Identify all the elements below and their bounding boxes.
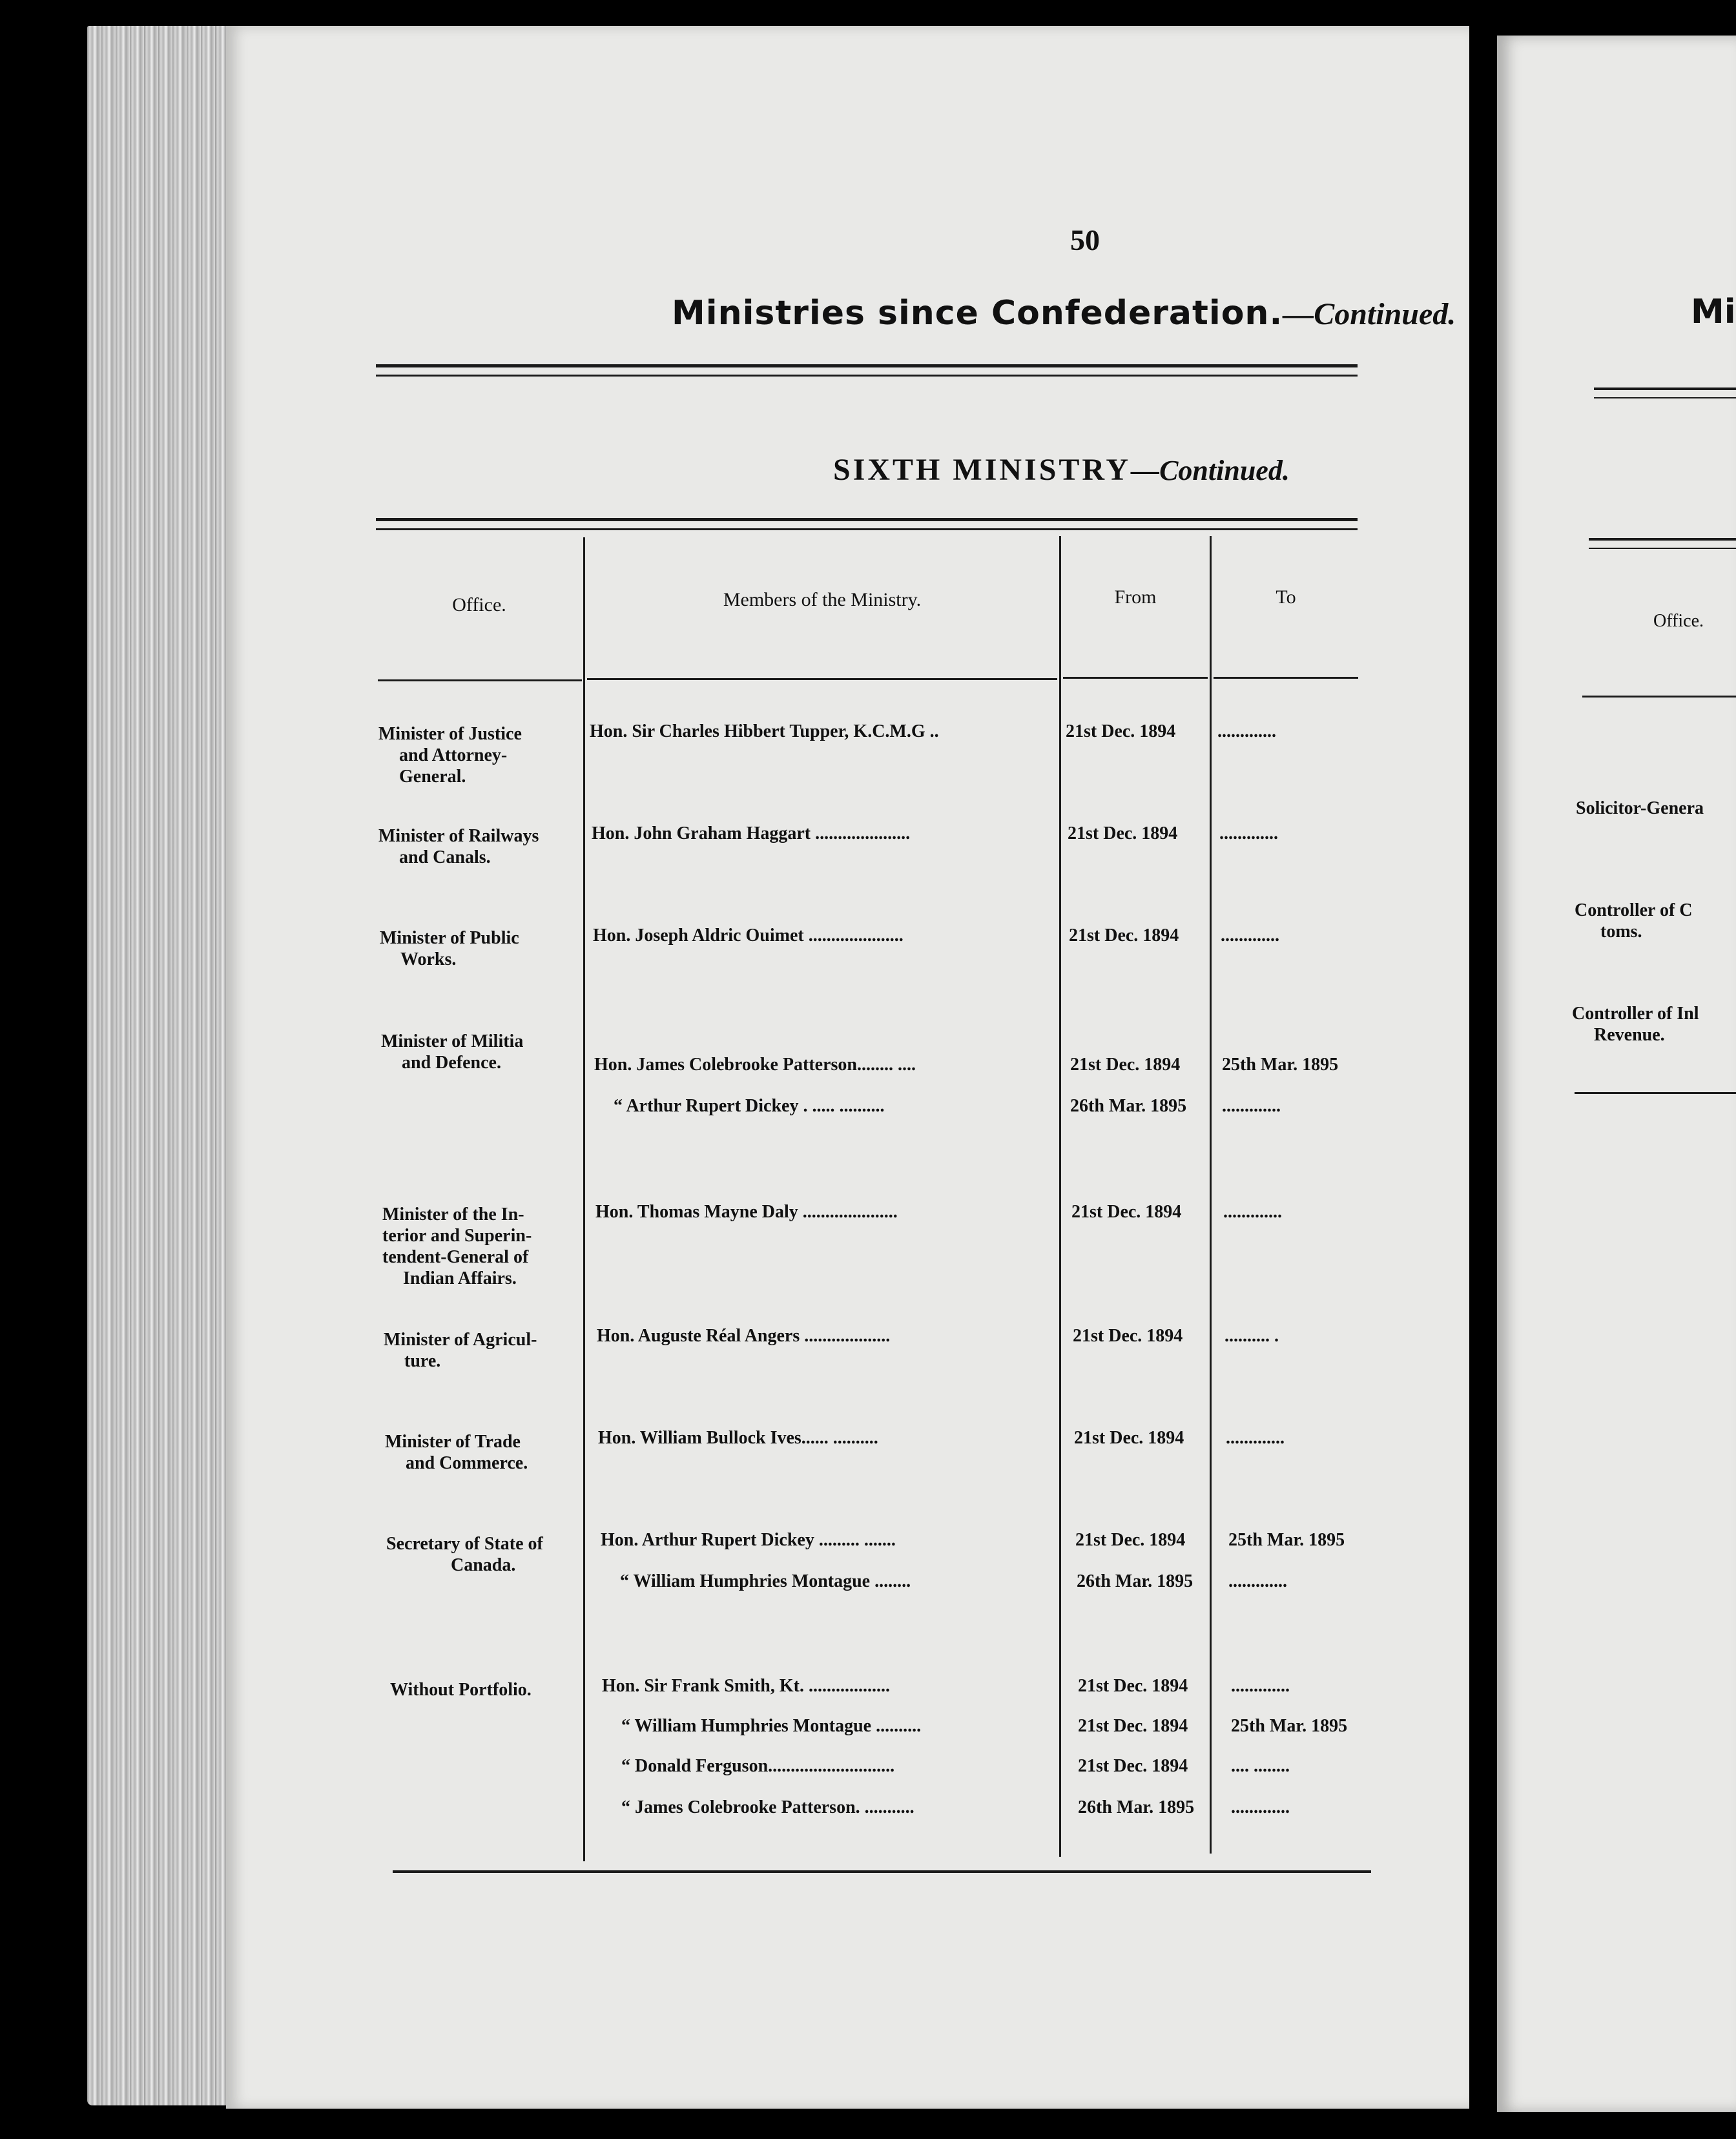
to-date: ............. (1219, 823, 1278, 843)
office-line: General. (399, 767, 466, 787)
office-militia (381, 1031, 594, 1073)
from-date: 21st Dec. 1894 (1073, 1326, 1183, 1346)
member-name: Hon. Sir Frank Smith, Kt. .................. (602, 1676, 890, 1696)
from-date: 21st Dec. 1894 (1068, 823, 1178, 843)
office-line: and Commerce. (406, 1453, 528, 1473)
office-line: Works. (400, 949, 457, 969)
office-line: terior and Superin- (382, 1226, 532, 1246)
facing-header-office: Office. (1653, 611, 1704, 631)
member-name: Hon. Joseph Aldric Ouimet ..................... (593, 925, 904, 946)
header-underline-office (378, 679, 582, 681)
page-number: 50 (1070, 223, 1100, 256)
to-date: .... ........ (1231, 1756, 1290, 1776)
office-line: Minister of Trade (385, 1432, 521, 1452)
office-line: Indian Affairs. (403, 1268, 517, 1288)
office-secretary-of-state (386, 1533, 599, 1576)
page-edges (87, 26, 232, 2105)
table-rule-top-2 (376, 528, 1358, 530)
facing-rule (1594, 397, 1736, 398)
facing-page-title: Mi (1691, 293, 1736, 331)
page-title (672, 294, 1518, 333)
office-justice (378, 723, 592, 787)
office-line: and Canals. (399, 847, 491, 867)
office-interior (382, 1204, 595, 1289)
facing-office (1572, 1003, 1699, 1046)
from-date: 21st Dec. 1894 (1078, 1756, 1188, 1776)
office-line: toms. (1600, 922, 1642, 942)
member-name: Hon. James Colebrooke Patterson........ .... (594, 1055, 916, 1075)
facing-rule (1589, 548, 1736, 549)
office-line: and Defence. (402, 1053, 501, 1073)
header-office: Office. (452, 594, 506, 615)
to-date: ............. (1221, 925, 1279, 946)
title-rule-bottom (376, 375, 1358, 377)
from-date: 26th Mar. 1895 (1078, 1797, 1195, 1817)
facing-rule-bottom (1575, 1092, 1736, 1094)
header-underline-to (1214, 677, 1358, 679)
to-date: 25th Mar. 1895 (1231, 1716, 1348, 1736)
office-line: Without Portfolio. (390, 1680, 532, 1700)
from-date: 21st Dec. 1894 (1071, 1202, 1182, 1222)
office-line: and Attorney- (399, 745, 508, 765)
from-date: 21st Dec. 1894 (1078, 1676, 1188, 1696)
from-date: 21st Dec. 1894 (1074, 1428, 1184, 1448)
office-line: Minister of Agricul- (384, 1330, 537, 1350)
member-name: “ William Humphries Montague ........ (620, 1571, 911, 1591)
header-to: To (1276, 586, 1296, 608)
from-date: 21st Dec. 1894 (1066, 721, 1176, 741)
office-line: tendent-General of (382, 1247, 529, 1267)
to-date: 25th Mar. 1895 (1222, 1055, 1339, 1075)
page-title-text: Ministries since Confederation. (672, 294, 1283, 333)
office-public-works (380, 927, 593, 970)
member-name: “ James Colebrooke Patterson. ........... (621, 1797, 914, 1817)
to-date: ............. (1228, 1571, 1287, 1591)
member-name: “ Donald Ferguson............................ (621, 1756, 895, 1776)
to-date: ............. (1222, 1096, 1281, 1116)
to-date: .......... . (1224, 1326, 1279, 1346)
office-line: Revenue. (1594, 1025, 1665, 1045)
office-line: Controller of C (1575, 900, 1693, 920)
facing-rule (1594, 388, 1736, 390)
ministry-title-text: SIXTH MINISTRY (833, 453, 1132, 487)
page-title-continued: —Continued. (1283, 297, 1456, 331)
office-line: Minister of Justice (378, 724, 522, 744)
facing-rule (1589, 538, 1736, 541)
office-line: Minister of Militia (381, 1031, 524, 1051)
ministry-title-continued: —Continued. (1131, 455, 1290, 486)
to-date: ............. (1217, 721, 1276, 741)
office-line: Canada. (451, 1555, 516, 1575)
from-date: 21st Dec. 1894 (1078, 1716, 1188, 1736)
member-name: Hon. Thomas Mayne Daly ..................... (595, 1202, 898, 1222)
to-date: ............. (1231, 1797, 1290, 1817)
member-name: “ William Humphries Montague .......... (621, 1716, 922, 1736)
member-name: Hon. Auguste Réal Angers ................... (597, 1326, 891, 1346)
to-date: ............. (1231, 1676, 1290, 1696)
office-line: Solicitor-Genera (1576, 798, 1704, 818)
header-underline-members (587, 678, 1057, 680)
from-date: 26th Mar. 1895 (1070, 1096, 1187, 1116)
from-date: 21st Dec. 1894 (1070, 1055, 1181, 1075)
header-from: From (1114, 586, 1157, 608)
to-date: 25th Mar. 1895 (1228, 1530, 1345, 1550)
member-name: “ Arthur Rupert Dickey . ..... .......... (614, 1096, 885, 1116)
header-members: Members of the Ministry. (723, 589, 922, 610)
from-date: 26th Mar. 1895 (1077, 1571, 1194, 1591)
title-rule-top (376, 364, 1358, 367)
office-without-portfolio (390, 1679, 603, 1700)
facing-office (1576, 798, 1704, 819)
table-rule-bottom (393, 1870, 1371, 1873)
to-date: ............. (1223, 1202, 1282, 1222)
member-name: Hon. Arthur Rupert Dickey ......... ....... (601, 1530, 896, 1550)
office-agriculture (384, 1329, 597, 1372)
right-page (1497, 36, 1736, 2112)
header-underline-from (1063, 677, 1208, 679)
office-line: ture. (404, 1351, 441, 1371)
office-line: Controller of Inl (1572, 1004, 1699, 1024)
member-name: Hon. William Bullock Ives...... .......... (598, 1428, 878, 1448)
from-date: 21st Dec. 1894 (1069, 925, 1179, 946)
office-railways (378, 825, 592, 868)
facing-office (1575, 900, 1693, 942)
office-line: Minister of the In- (382, 1204, 524, 1224)
to-date: ............. (1226, 1428, 1285, 1448)
office-trade-commerce (385, 1431, 598, 1474)
from-date: 21st Dec. 1894 (1075, 1530, 1186, 1550)
office-line: Minister of Railways (378, 826, 539, 846)
office-line: Secretary of State of (386, 1534, 543, 1554)
left-page (226, 26, 1469, 2109)
table-rule-top (376, 518, 1358, 521)
facing-header-rule (1582, 696, 1736, 698)
office-line: Minister of Public (380, 928, 519, 948)
member-name: Hon. Sir Charles Hibbert Tupper, K.C.M.G .. (590, 721, 939, 741)
ministry-title (833, 452, 1414, 488)
member-name: Hon. John Graham Haggart ..................... (592, 823, 911, 843)
